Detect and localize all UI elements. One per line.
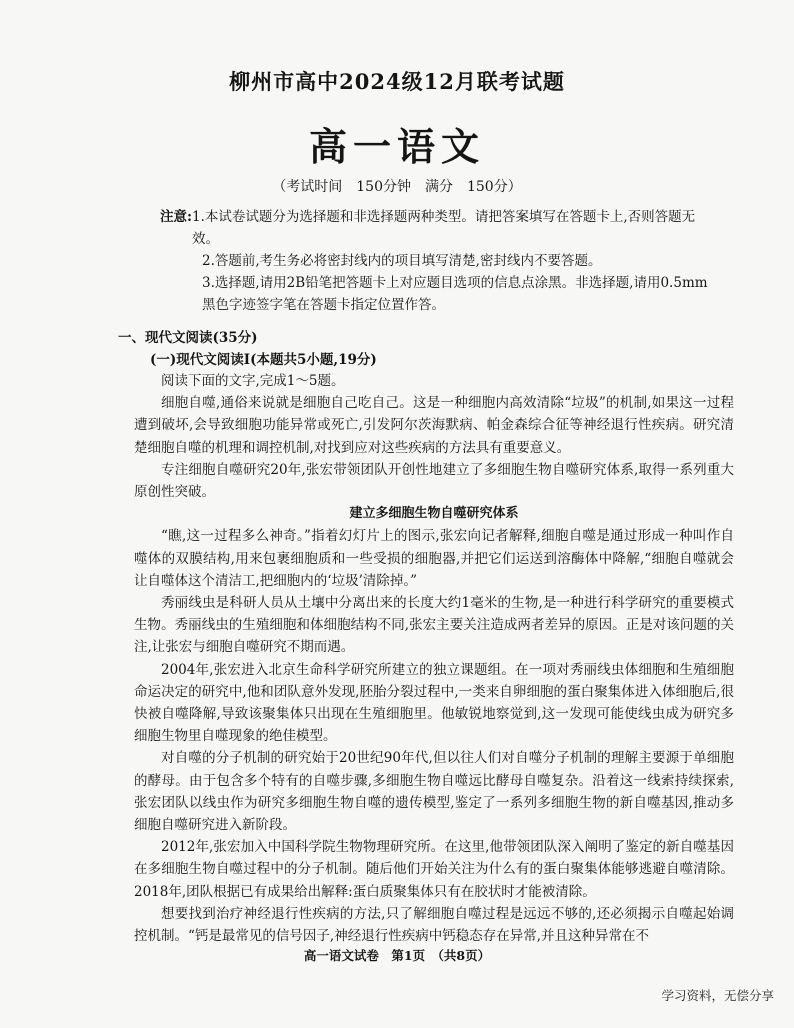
reading-passage xyxy=(134,370,734,947)
notice-row-1 xyxy=(160,206,720,250)
notice-label: 注意: xyxy=(160,209,192,225)
passage-paragraph: 专注细胞自噬研究20年,张宏带领团队开创性地建立了多细胞生物自噬研究体系,取得一系列重大原创性突破。 xyxy=(134,461,734,501)
notice-item-1: 1.本试卷试题分为选择题和非选择题两种类型。请把答案填写在答题卡上,否则答题无效。 xyxy=(191,209,696,247)
exam-info: （考试时间 150分钟 满分 150分） xyxy=(272,179,522,195)
passage-paragraph: 对自噬的分子机制的研究始于20世纪90年代,但以往人们对自噬分子机制的理解主要源于单细胞的酵母。由于包含多个特有的自噬步骤,多细胞生物自噬远比酵母自噬复杂。沿着这一线索持续探索,张宏团队以线虫作为研究多细胞生物自噬的遗传模型,鉴定了一系列多细胞生物的新自噬基因,推动多细胞自噬研究进入新阶段。 xyxy=(134,750,734,834)
article-heading: 建立多细胞生物自噬研究体系 xyxy=(349,506,519,522)
passage-paragraph: 2012年,张宏加入中国科学院生物物理研究所。在这里,他带领团队深入阐明了鉴定的新自噬基因在多细胞生物自噬过程中的分子机制。随后他们开始关注为什么有的蛋白聚集体能够逃避自噬清除。2018年,团队根据已有成果给出解释:蛋白质聚集体只有在胶状时才能被清除。 xyxy=(134,839,734,900)
exam-title: 柳州市高中2024级12月联考试题 xyxy=(229,69,565,94)
share-watermark: 学习资料，无偿分享 xyxy=(661,988,774,1003)
notice-block xyxy=(160,206,720,316)
passage-paragraph: 2004年,张宏进入北京生命科学研究所建立的独立课题组。在一项对秀丽线虫体细胞和生殖细胞命运决定的研究中,他和团队意外发现,胚胎分裂过程中,一类来自卵细胞的蛋白聚集体进入体细胞后,很快被自噬降解,导致该聚集体只出现在生殖细胞里。他敏锐地察觉到,这一发现可能使线虫成为研究多细胞生物里自噬现象的绝佳模型。 xyxy=(134,661,734,745)
notice-item-3: 3.选择题,请用2B铅笔把答题卡上对应题目选项的信息点涂黑。非选择题,请用0.5mm黑色字迹签字笔在答题卡指定位置作答。 xyxy=(202,275,708,313)
notice-item-2: 2.答题前,考生务必将密封线内的项目填写清楚,密封线内不要答题。 xyxy=(202,253,602,269)
subsection-title: (一)现代文阅读Ⅰ(本题共5小题,19分) xyxy=(150,352,377,368)
page-footer: 高一语文试卷 第1页 （共8页） xyxy=(303,948,491,963)
subject-title: 高一语文 xyxy=(308,124,485,169)
passage-paragraph: 细胞自噬,通俗来说就是细胞自己吃自己。这是一种细胞内高效清除“垃圾”的机制,如果这一过程遭到破坏,会导致细胞功能异常或死亡,引发阿尔茨海默病、帕金森综合征等神经退行性疾病。研究清楚细胞自噬的机理和调控机制,对找到应对这些疾病的方法具有重要意义。 xyxy=(134,395,734,456)
passage-paragraph: 想要找到治疗神经退行性疾病的方法,只了解细胞自噬过程是远远不够的,还必须揭示自噬起始调控机制。“钙是最常见的信号因子,神经退行性疾病中钙稳态存在异常,并且这种异常在不 xyxy=(134,905,734,945)
section-title: 一、现代文阅读(35分) xyxy=(118,330,258,346)
passage-intro: 阅读下面的文字,完成1～5题。 xyxy=(161,373,345,389)
passage-paragraph: 秀丽线虫是科研人员从土壤中分离出来的长度大约1毫米的生物,是一种进行科学研究的重要模式生物。秀丽线虫的生殖细胞和体细胞结构不同,张宏主要关注造成两者差异的原因。正是对该问题的关注,让张宏与细胞自噬研究不期而遇。 xyxy=(134,595,734,656)
passage-paragraph: “瞧,这一过程多么神奇。”指着幻灯片上的图示,张宏向记者解释,细胞自噬是通过形成一种叫作自噬体的双膜结构,用来包裹细胞质和一些受损的细胞器,并把它们运送到溶酶体中降解,“细胞自噬就会让自噬体这个清洁工,把细胞内的‘垃圾’清除掉。” xyxy=(134,528,734,589)
